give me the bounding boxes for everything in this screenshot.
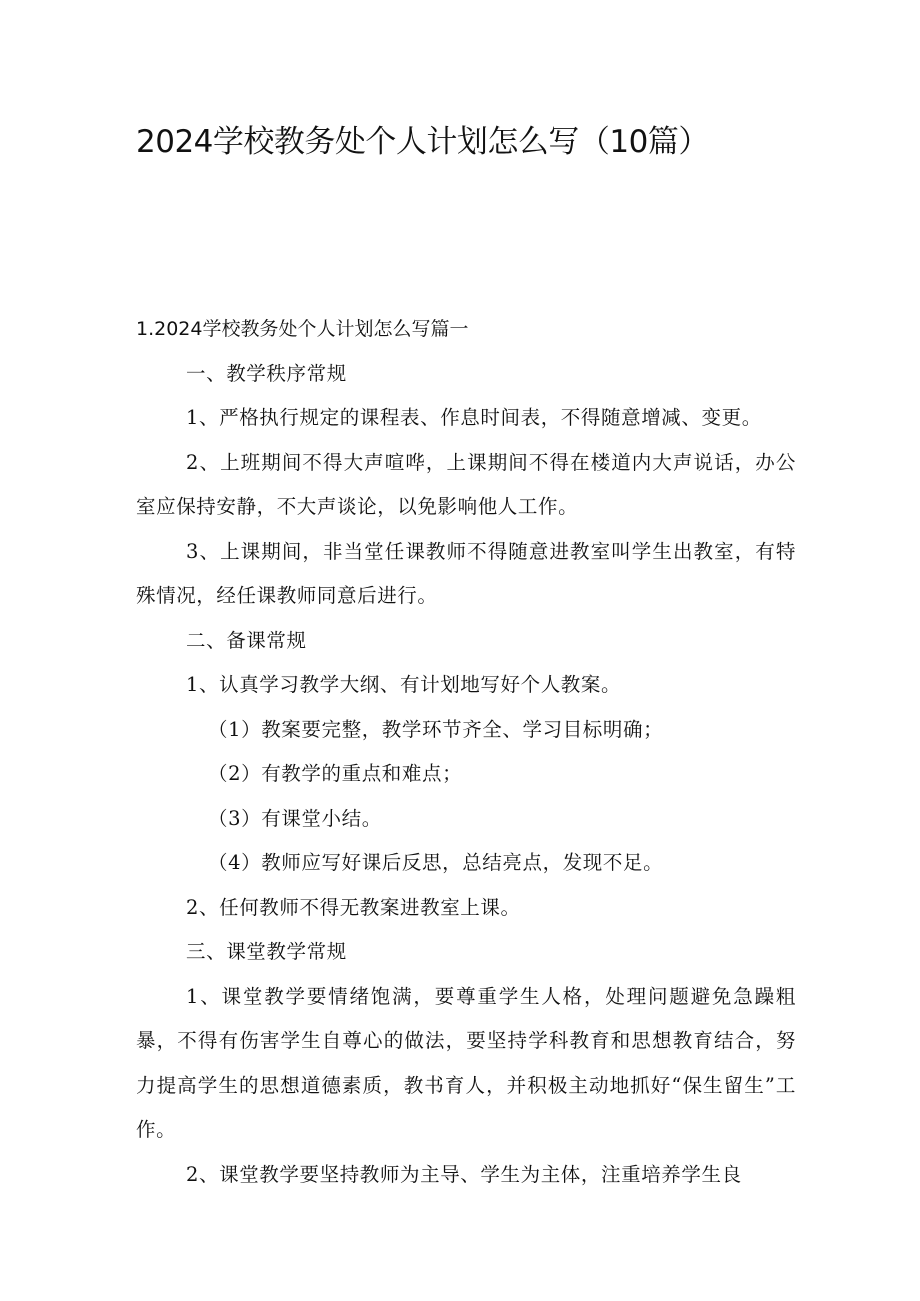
subsection-heading: 一、教学秩序常规 [186,361,347,385]
paragraph: 2、上班期间不得大声喧哗，上课期间不得在楼道内大声说话，办公室应保持安静，不大声谈论，以免影响他人工作。 [136,450,796,518]
list-item: （3）有课堂小结。 [208,806,382,830]
list-item: （2）有教学的重点和难点； [208,762,463,785]
paragraph: 3、上课期间，非当堂任课教师不得随意进教室叫学生出教室，有特殊情况，经任课教师同意后进行。 [136,539,796,607]
subsection-heading: 三、课堂教学常规 [186,940,347,963]
list-item: （4）教师应写好课后反思，总结亮点，发现不足。 [208,851,664,874]
section-heading: 1.2024学校教务处个人计划怎么写篇一 [136,318,469,340]
paragraph: 2、任何教师不得无教案进教室上课。 [186,895,521,919]
list-item: （1）教案要完整，教学环节齐全、学习目标明确； [208,717,664,741]
paragraph: 2、课堂教学要坚持教师为主导、学生为主体，注重培养学生良 [186,1162,742,1186]
document-title: 2024学校教务处个人计划怎么写（10篇） [136,124,709,160]
paragraph: 1、课堂教学要情绪饱满，要尊重学生人格，处理问题避免急躁粗暴，不得有伤害学生自尊心的做法，要坚持学科教育和思想教育结合，努力提高学生的思想道德素质，教书育人，并积极主动地抓好“保生留生”工作。 [136,984,796,1141]
paragraph: 1、认真学习教学大纲、有计划地写好个人教案。 [186,673,622,696]
document-body [136,307,796,1197]
subsection-heading: 二、备课常规 [186,628,307,652]
paragraph: 1、严格执行规定的课程表、作息时间表，不得随意增减、变更。 [186,406,762,429]
